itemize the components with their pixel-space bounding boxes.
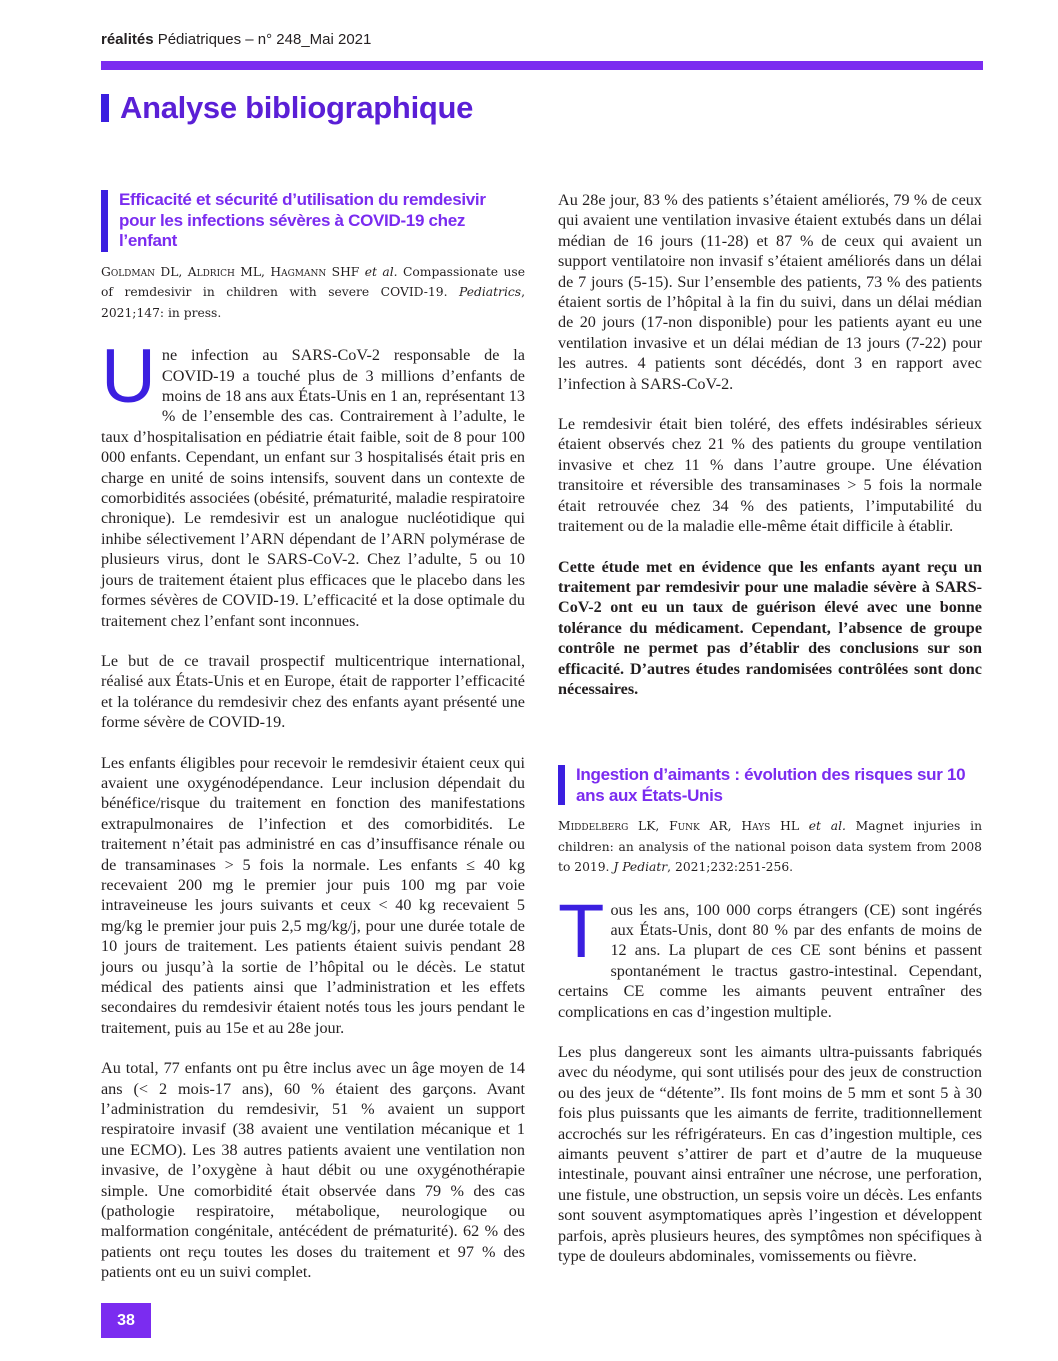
header-rule [101, 61, 983, 70]
article2-paragraph-2: Les plus dangereux sont les aimants ultra-puissants fabriqués avec du néodyme, qui sont utilisés pour des jeux de construction ou des jeux de “détente”. Ils font moins de 5 mm et sont 5 à 30 fois plus puissants que les aimants de ferrite, traditionnellement accrochés sur les réfrigérateurs. En cas d’ingestion multiple, ces aimants peuvent s’attirer de part et d’autre de la muqueuse intestinale, pouvant ainsi entraîner une nécrose, une perforation, une fistule, une obstruction, un sepsis voire un décès. Les enfants sont souvent asymptomatiques après l’ingestion et développent parfois, après plusieurs heures, des symptômes non spécifiques à type de douleurs abdominales, vomissements ou fièvre. [558, 1043, 982, 1266]
ref-authors: Middelberg LK, Funk AR, Hays HL [558, 819, 799, 834]
ref-journal: Pediatrics [458, 285, 522, 300]
heading-bar-marker [101, 190, 108, 252]
article1-paragraph-3: Les enfants éligibles pour recevoir le remdesivir étaient ceux qui avaient une oxygénodépendance. Leur inclusion dépendait du bénéfice/risque du traitement en fonction des manifestations extrapulmonaires de l’infection et des comorbidités. Le traitement n’était pas administré en cas d’insuffisance rénale ou de transaminases > 5 fois la normale. Les enfants ≤ 40 kg recevaient 200 mg le premier jour puis 100 mg par voie intraveineuse les jours suivants et ceux < 40 kg recevaient 5 mg/kg le premier jour puis 2,5 mg/kg/j, pour une durée totale de 10 jours de traitement. Les patients étaient suivis pendant 28 jours ou jusqu’à la sortie de l’hôpital ou le décès. Le statut médical des patients ainsi que l’administration et les effets secondaires du remdesivir étaient notés tous les jours pendant le traitement, puis au 15e et au 28e jour. [101, 753, 525, 1037]
issue-info: Pédiatriques – n° 248_Mai 2021 [153, 31, 372, 48]
ref-details: , 2021;147: in press. [101, 285, 525, 320]
paragraph-text: ne infection au SARS-CoV-2 responsable de la COVID-19 a touché plus de 3 millions d’enfants de moins de 18 ans aux États-Unis en 1 an, représentant 13 % de l’ensemble des cas. Contrairement à l’adulte, le taux d’hospitalisation en pédiatrie était faible, soit de 8 pour 100 000 enfants. Cependant, un enfant sur 3 hospitalisés était pris en charge en unité de soins intensifs, souvent dans un contexte de comorbidités associées (obésité, prématurité, maladie respiratoire chronique). Le remdesivir est un analogue nucléotidique qui inhibe sélectivement l’ARN dépendant de l’ARN polymérase de plusieurs virus, dont le SARS-CoV-2. Chez l’adulte, 5 ou 10 jours de traitement étaient plus efficaces que le placebo dans les formes sévères de COVID-19. L’efficacité et la dose optimale du traitement chez l’enfant sont inconnues. [101, 346, 525, 630]
article1-title: Efficacité et sécurité d’utilisation du remdesivir pour les infections sévères à COVID-19 chez l’enfant [119, 190, 486, 250]
title-bar-marker [101, 94, 109, 122]
article2-heading [558, 765, 982, 806]
article1-paragraph-2: Le but de ce travail prospectif multicentrique international, réalisé aux États-Unis et en Europe, était de rapporter l’efficacité et la tolérance du remdesivir chez des enfants ayant présenté une forme sévère de COVID-19. [101, 651, 525, 732]
dropcap: U [101, 334, 156, 420]
ref-authors: Goldman DL, Aldrich ML, Hagmann SHF [101, 265, 360, 279]
section-title-text: Analyse bibliographique [120, 90, 474, 125]
article2-paragraph-1 [558, 888, 982, 1022]
page-number: 38 [101, 1303, 151, 1338]
right-column [558, 190, 982, 1266]
ref-journal: J Pediatr [613, 860, 668, 875]
dropcap: T [558, 888, 605, 974]
article1-conclusion: Cette étude met en évidence que les enfants ayant reçu un traitement par remdesivir pour une maladie sévère à SARS-CoV-2 ont eu un taux de guérison élevé avec une bonne tolérance du médicament. Cependant, l’absence de groupe contrôle ne permet pas d’établir des conclusions sur son efficacité. D’autres études randomisées contrôlées sont donc nécessaires. [558, 557, 982, 698]
ref-title: Magnet injuries in children: an analysis of the national poison data system from 2008 to 2019. [558, 819, 982, 875]
article1-reference [101, 262, 525, 323]
article1-paragraph-5: Au 28e jour, 83 % des patients s’étaient améliorés, 79 % de ceux qui avaient une ventilation invasive étaient extubés dans un délai médian de 16 jours (11-28) et 87 % de ceux qui avaient un support ventilatoire non invasif s’étaient améliorés dans un délai de 7 jours (5-15). Sur l’ensemble des patients, 73 % des patients étaient sortis de l’hôpital à la fin du suivi, dans un délai médian de 20 jours (17-non disponible) pour les patients ayant eu une ventilation invasive et un délai médian de 13 jours (7-22) pour les autres. 4 patients sont décédés, dont 3 en rapport avec l’infection à SARS-CoV-2. [558, 191, 982, 393]
left-column [101, 190, 525, 1283]
journal-header [101, 31, 371, 48]
article1-paragraph-1 [101, 334, 525, 631]
article1-paragraph-6: Le remdesivir était bien toléré, des effets indésirables sérieux étaient observés chez 21 % des patients du groupe ventilation invasive et chez 11 % dans l’autre groupe. Une élévation transitoire et réversible des transaminases > 5 fois la normale était retrouvée chez 34 % des patients, l’imputabilité du traitement ou de la maladie elle-même était difficile à établir. [558, 415, 982, 536]
ref-title: Compassionate use of remdesivir in children with severe COVID-19. [101, 265, 525, 300]
ref-details: , 2021;232:251-256. [667, 860, 794, 875]
paragraph-text: ous les ans, 100 000 corps étrangers (CE) sont ingérés aux États-Unis, dont 80 % par des enfants de moins de 12 ans. La plupart de ces CE sont bénins et passent spontanément le tractus gastro-intestinal. Cependant, certains CE comme les aimants peuvent entraîner des complications en cas d’ingestion multiple. [558, 900, 982, 1021]
section-title [101, 88, 473, 128]
article1-paragraph-4: Au total, 77 enfants ont pu être inclus avec un âge moyen de 14 ans (< 2 mois-17 ans), 60 % étaient des garçons. Avant l’administration du remdesivir, 51 % avaient un support respiratoire invasif (38 avaient une ventilation mécanique et 1 une ECMO). Les 38 autres patients avaient une ventilation non invasive, de l’oxygène à haut débit ou une oxygénothérapie simple. Une comorbidité était observée dans 79 % des cas (pathologie respiratoire, métabolique, neurologique ou malformation congénitale, antécédent de prématurité). 62 % des patients ont reçu toutes les doses du traitement et 97 % des patients ont eu un suivi complet. [101, 1059, 525, 1282]
heading-bar-marker [558, 765, 565, 805]
article2-reference [558, 816, 982, 877]
ref-etal: et al. [364, 265, 398, 279]
article1-heading [101, 190, 525, 252]
article2-title: Ingestion d’aimants : évolution des risques sur 10 ans aux États-Unis [576, 765, 966, 805]
ref-etal: et al. [808, 819, 846, 834]
journal-name: réalités [101, 31, 154, 48]
